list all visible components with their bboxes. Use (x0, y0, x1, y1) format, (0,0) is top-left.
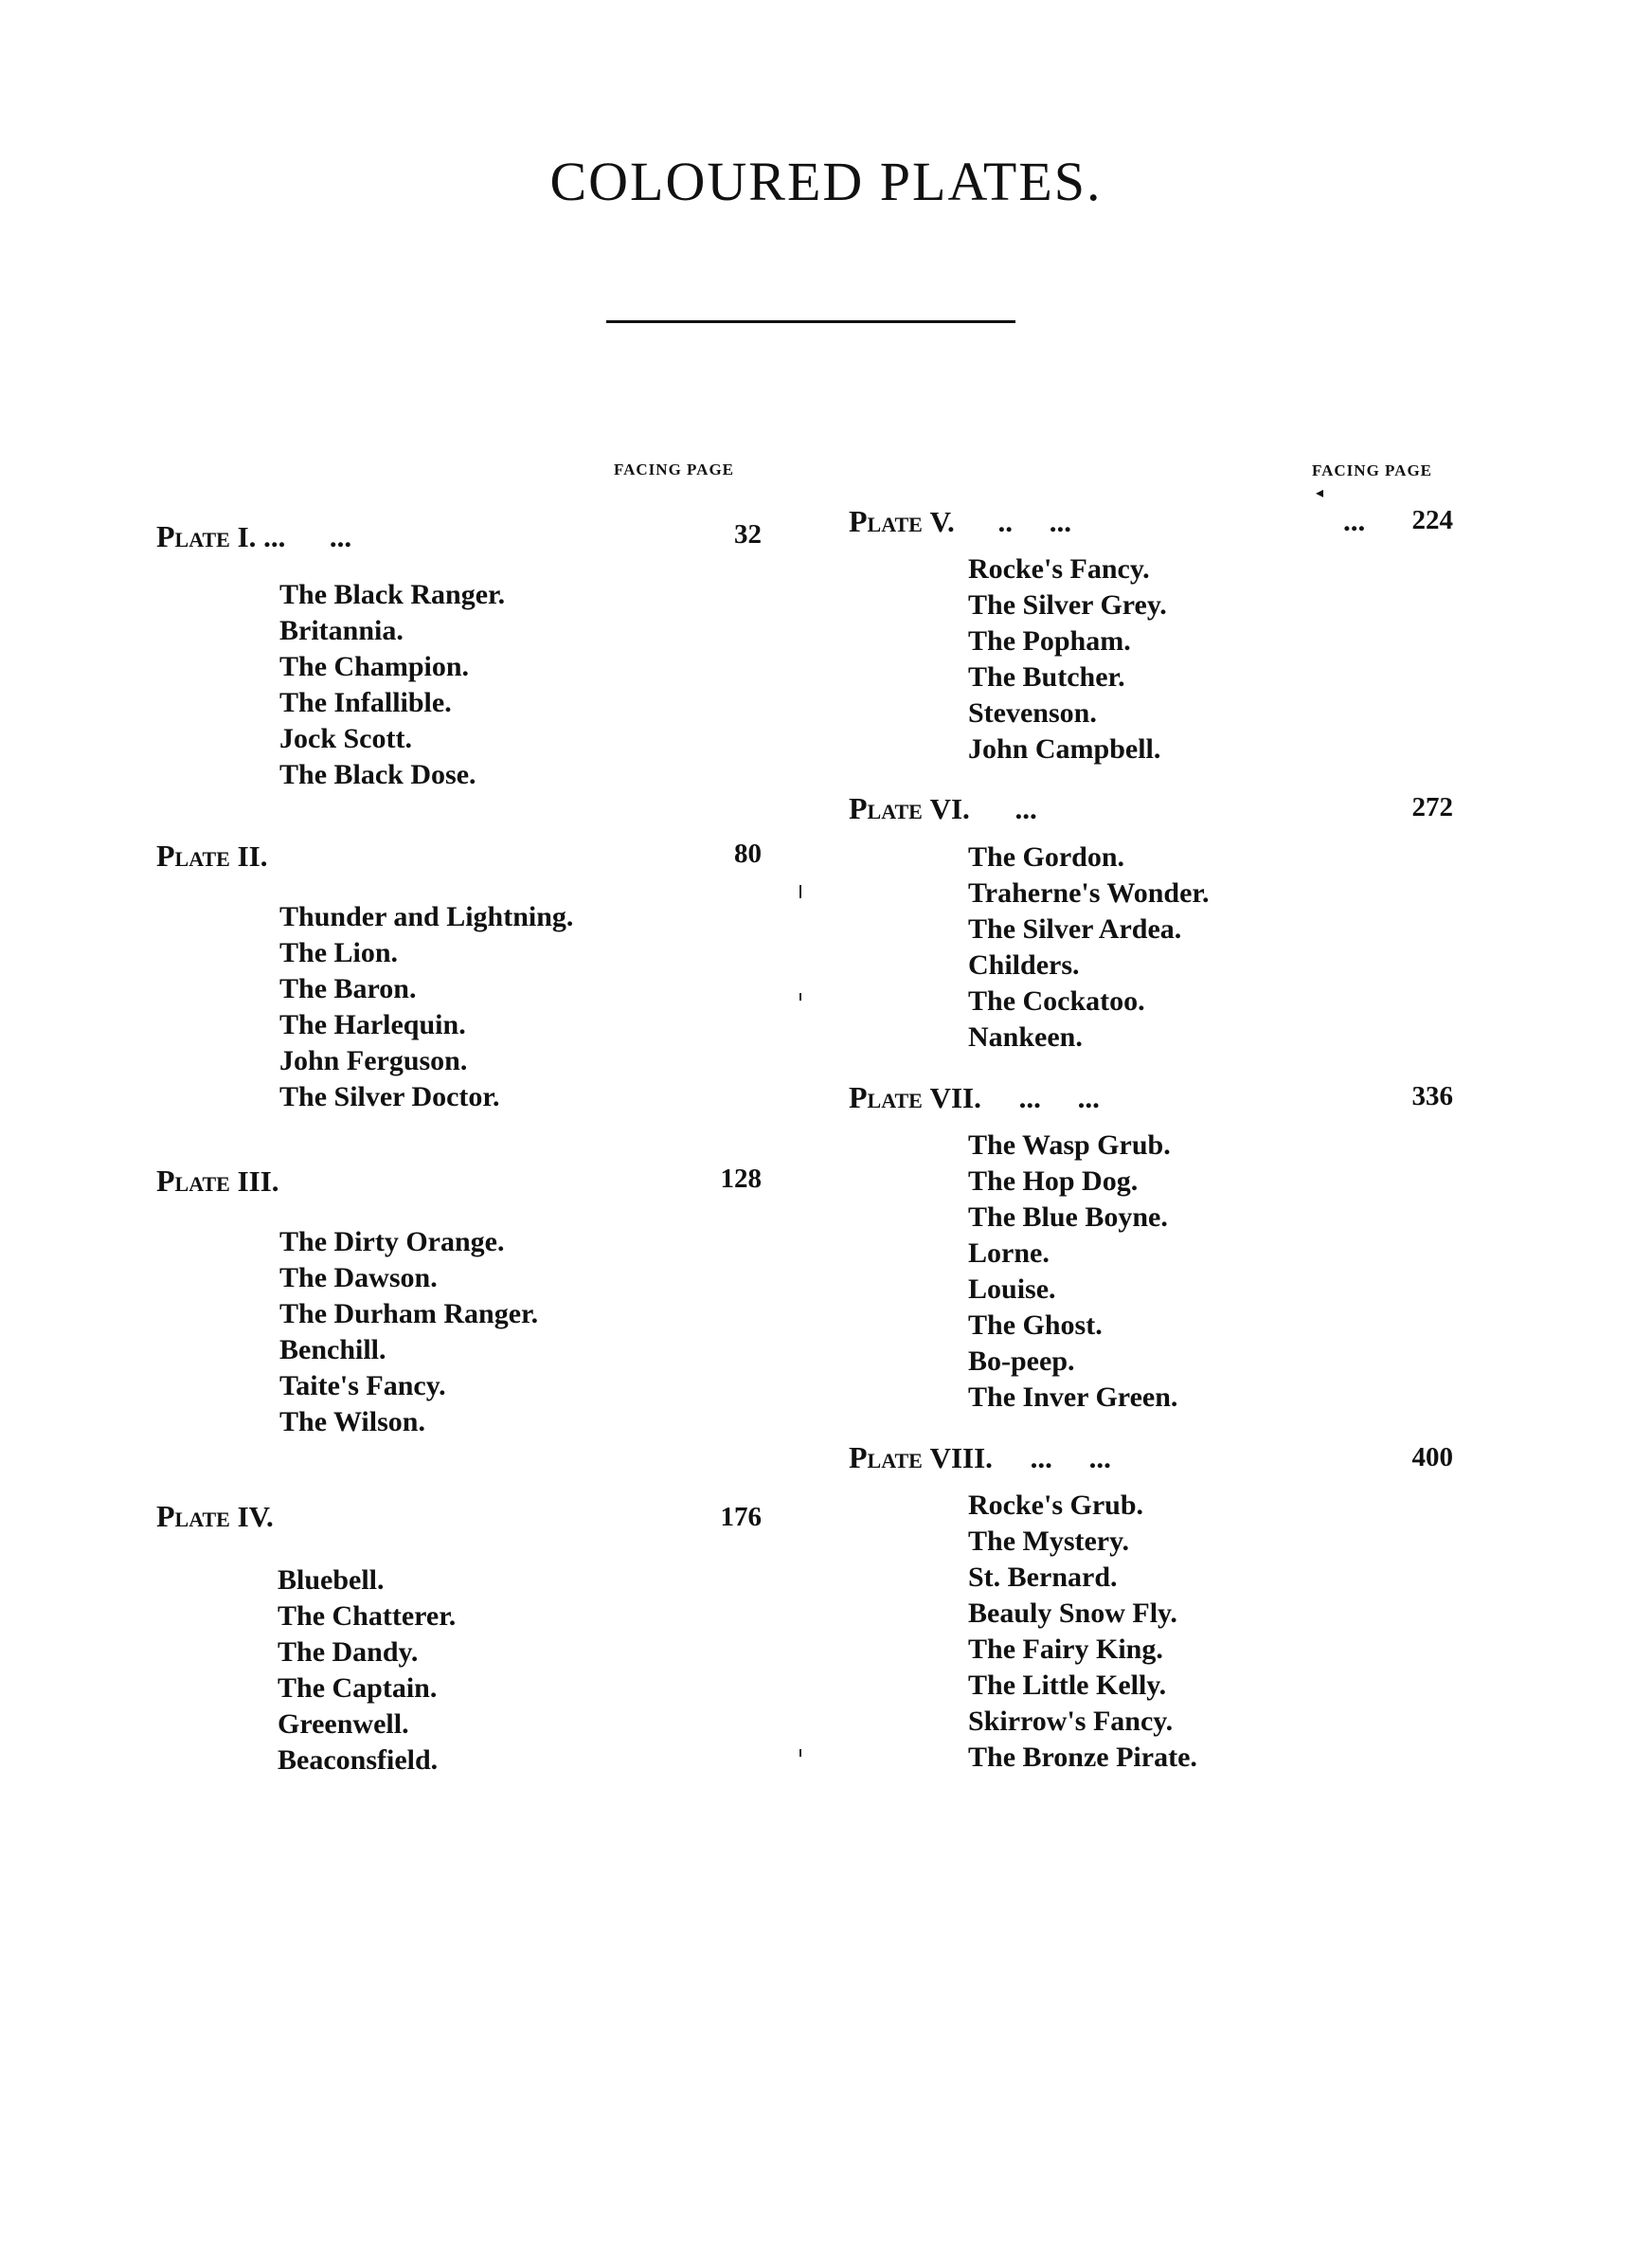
plate-numeral: VII. (929, 1081, 981, 1114)
plate-word: Plate (156, 1164, 230, 1198)
fly-name: The Cockatoo. (968, 985, 1145, 1017)
fly-list-plate-8 (968, 1488, 1197, 1776)
fly-name: Childers. (968, 949, 1080, 981)
plate-numeral: IV. (237, 1500, 274, 1533)
fly-list-plate-6 (968, 840, 1209, 1056)
fly-name: The Mystery. (968, 1526, 1129, 1557)
leader-dots: ... ... (263, 520, 352, 553)
leader-dots: ... ... (1030, 1441, 1111, 1474)
fly-name: Greenwell. (278, 1708, 409, 1740)
page-title: COLOURED PLATES. (549, 151, 1103, 212)
plate-word: Plate (849, 1080, 923, 1114)
leader-dots: ... (1015, 792, 1037, 825)
fly-name: Rocke's Fancy. (968, 553, 1150, 585)
fly-name: St. Bernard. (968, 1562, 1118, 1593)
fly-name: Thunder and Lightning. (279, 901, 574, 932)
fly-name: The Black Ranger. (279, 579, 506, 610)
fly-name: The Captain. (278, 1672, 438, 1704)
plate-page-7: 336 (1411, 1081, 1453, 1111)
leader-dots: ... (1343, 504, 1366, 537)
fly-list-plate-2 (279, 899, 573, 1115)
fly-name: The Silver Ardea. (968, 913, 1182, 945)
fly-name: The Ghost. (968, 1309, 1103, 1341)
fly-list-plate-1 (279, 577, 505, 793)
fly-name: The Wilson. (279, 1406, 425, 1437)
fly-name: The Durham Ranger. (279, 1298, 539, 1329)
plate-heading-1 (156, 519, 351, 554)
fly-name: The Black Dose. (279, 759, 476, 790)
fly-name: The Silver Grey. (968, 589, 1167, 621)
fly-name: The Fairy King. (968, 1634, 1163, 1665)
plate-heading-5 (849, 504, 1071, 539)
fly-name: The Baron. (279, 973, 417, 1004)
plate-word: Plate (156, 1499, 230, 1533)
fly-name: Bo-peep. (968, 1345, 1075, 1377)
fly-name: The Dawson. (279, 1262, 438, 1293)
fly-name: The Wasp Grub. (968, 1129, 1171, 1161)
gutter-speck (799, 1749, 801, 1757)
plate-heading-7 (849, 1080, 1100, 1115)
fly-name: Rocke's Grub. (968, 1490, 1144, 1521)
fly-name: Nankeen. (968, 1021, 1083, 1053)
plate-word: Plate (156, 839, 230, 873)
plate-heading-2 (156, 839, 267, 874)
fly-name: The Silver Doctor. (279, 1081, 500, 1112)
fly-name: Taite's Fancy. (279, 1370, 446, 1401)
leader-dots: .. ... (997, 505, 1071, 538)
plate-page-6: 272 (1411, 792, 1453, 822)
fly-name: Britannia. (279, 615, 404, 646)
fly-name: The Infallible. (279, 687, 452, 718)
caret-mark: ◂ (1316, 483, 1324, 501)
fly-name: Skirrow's Fancy. (968, 1706, 1174, 1737)
fly-name: Lorne. (968, 1237, 1050, 1269)
fly-name: Beauly Snow Fly. (968, 1598, 1177, 1629)
plate-page-1: 32 (734, 519, 762, 550)
fly-list-plate-3 (279, 1224, 538, 1440)
plate-word: Plate (849, 791, 923, 825)
fly-name: The Harlequin. (279, 1009, 466, 1040)
fly-name: The Little Kelly. (968, 1670, 1167, 1701)
plate-heading-6 (849, 791, 1037, 826)
fly-name: Benchill. (279, 1334, 386, 1365)
fly-name: Jock Scott. (279, 723, 412, 754)
fly-name: The Gordon. (968, 841, 1125, 873)
fly-name: Traherne's Wonder. (968, 877, 1210, 909)
fly-name: Bluebell. (278, 1564, 385, 1596)
plate-numeral: I. (237, 520, 257, 553)
plate-numeral: VIII. (929, 1441, 993, 1474)
title-rule (606, 320, 1015, 323)
fly-name: The Chatterer. (278, 1600, 457, 1632)
plate-word: Plate (849, 1440, 923, 1474)
plate-numeral: II. (237, 840, 268, 873)
fly-name: The Blue Boyne. (968, 1201, 1168, 1233)
fly-name: The Bronze Pirate. (968, 1742, 1197, 1773)
fly-name: Beaconsfield. (278, 1744, 439, 1776)
plate-page-4: 176 (720, 1502, 762, 1532)
gutter-speck (799, 993, 801, 1001)
plate-numeral: III. (237, 1165, 279, 1198)
plate-page-3: 128 (720, 1164, 762, 1194)
facing-page-label-right: FACING PAGE (1312, 461, 1433, 479)
fly-list-plate-5 (968, 551, 1167, 767)
fly-name: Stevenson. (968, 697, 1097, 729)
facing-page-label-left: FACING PAGE (614, 460, 735, 478)
plate-page-8: 400 (1411, 1442, 1453, 1472)
fly-name: The Hop Dog. (968, 1165, 1139, 1197)
fly-name: The Popham. (968, 625, 1131, 657)
leader-dots-right (1343, 504, 1365, 538)
fly-name: The Butcher. (968, 661, 1125, 693)
plate-word: Plate (156, 519, 230, 553)
fly-name: Louise. (968, 1273, 1056, 1305)
plate-numeral: V. (929, 505, 955, 538)
plate-heading-3 (156, 1164, 279, 1199)
fly-list-plate-4 (278, 1562, 456, 1779)
leader-dots: ... ... (1018, 1081, 1100, 1114)
fly-name: John Ferguson. (279, 1045, 468, 1076)
plate-word: Plate (849, 504, 923, 538)
plate-heading-8 (849, 1440, 1111, 1475)
plate-numeral: VI. (929, 792, 970, 825)
fly-name: The Dirty Orange. (279, 1226, 505, 1257)
plate-page-2: 80 (734, 839, 762, 869)
fly-name: The Lion. (279, 937, 399, 968)
fly-name: The Dandy. (278, 1636, 419, 1668)
plate-heading-4 (156, 1499, 274, 1534)
fly-list-plate-7 (968, 1128, 1177, 1416)
gutter-speck (799, 885, 801, 898)
fly-name: John Campbell. (968, 733, 1161, 765)
plate-page-5: 224 (1411, 505, 1453, 535)
fly-name: The Champion. (279, 651, 470, 682)
fly-name: The Inver Green. (968, 1381, 1178, 1413)
